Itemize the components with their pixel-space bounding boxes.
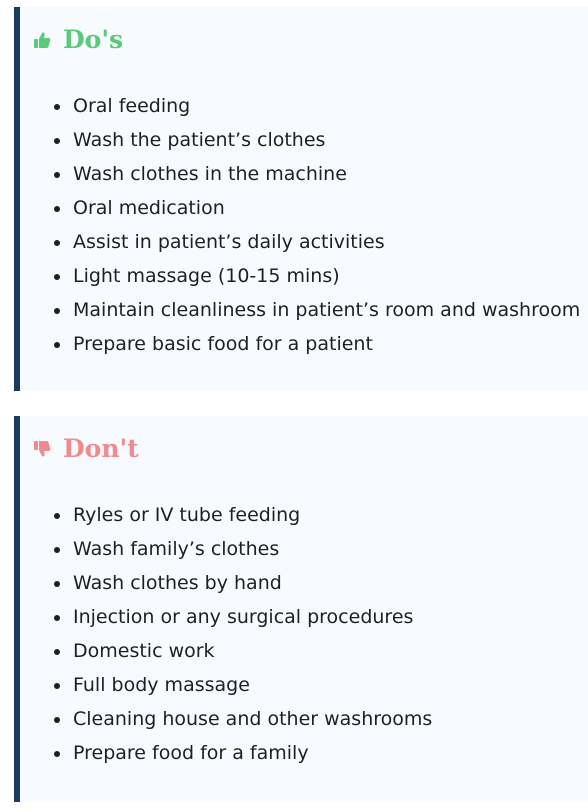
list-item: Prepare basic food for a patient — [73, 327, 580, 361]
dos-card — [14, 7, 588, 391]
donts-heading — [33, 434, 139, 464]
list-item: Light massage (10-15 mins) — [73, 259, 580, 293]
dos-title: Do's — [63, 25, 124, 54]
list-item: Domestic work — [73, 634, 432, 668]
dos-heading — [33, 25, 123, 55]
list-item: Prepare food for a family — [73, 736, 432, 770]
dos-list — [73, 89, 580, 361]
donts-list — [73, 498, 432, 770]
list-item: Wash the patient’s clothes — [73, 123, 580, 157]
donts-title: Don't — [63, 434, 139, 463]
list-item: Maintain cleanliness in patient’s room and washroom — [73, 293, 580, 327]
list-item: Assist in patient’s daily activities — [73, 225, 580, 259]
list-item: Cleaning house and other washrooms — [73, 702, 432, 736]
thumbs-down-icon — [33, 440, 51, 458]
donts-card — [14, 416, 588, 802]
list-item: Wash family’s clothes — [73, 532, 432, 566]
thumbs-up-icon — [33, 31, 51, 49]
list-item: Oral feeding — [73, 89, 580, 123]
list-item: Ryles or IV tube feeding — [73, 498, 432, 532]
list-item: Wash clothes in the machine — [73, 157, 580, 191]
list-item: Full body massage — [73, 668, 432, 702]
list-item: Wash clothes by hand — [73, 566, 432, 600]
list-item: Oral medication — [73, 191, 580, 225]
list-item: Injection or any surgical procedures — [73, 600, 432, 634]
